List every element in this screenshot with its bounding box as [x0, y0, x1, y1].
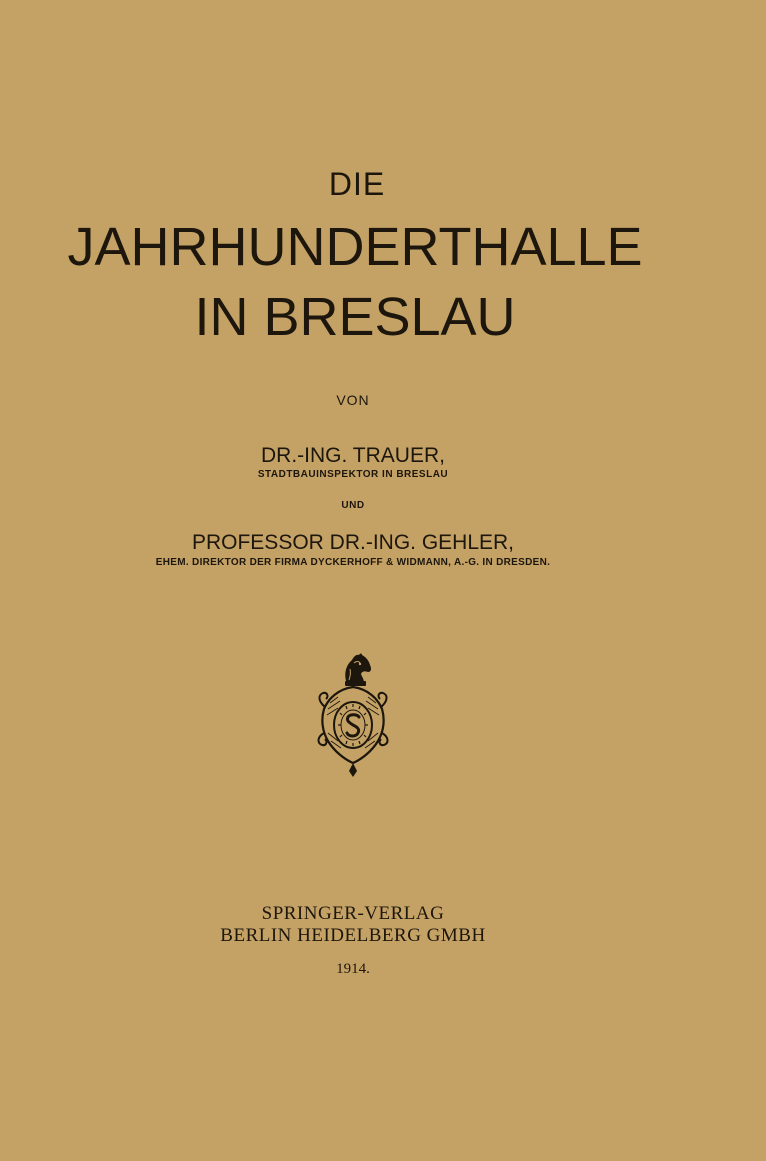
author1-name: DR.-ING. TRAUER, — [261, 444, 445, 467]
author2-name: PROFESSOR DR.-ING. GEHLER, — [191, 531, 515, 554]
title-main: JAHRHUNDERTHALLE — [67, 217, 643, 277]
title-article: DIE — [328, 166, 386, 202]
author1-role: STADTBAUINSPEKTOR IN BRESLAU — [257, 469, 449, 480]
author2-role: EHEM. DIREKTOR DER FIRMA DYCKERHOFF & WIDMANN, A.-G. IN DRESDEN. — [155, 557, 551, 568]
publication-year: 1914. — [336, 961, 370, 977]
publisher-name: SPRINGER-VERLAG — [261, 903, 445, 924]
byline-von: VON — [336, 392, 370, 408]
publisher-location: BERLIN HEIDELBERG GMBH — [220, 925, 486, 946]
springer-knight-emblem-icon — [316, 651, 390, 779]
title-city: IN BRESLAU — [194, 287, 516, 347]
byline-und: UND — [341, 500, 365, 511]
